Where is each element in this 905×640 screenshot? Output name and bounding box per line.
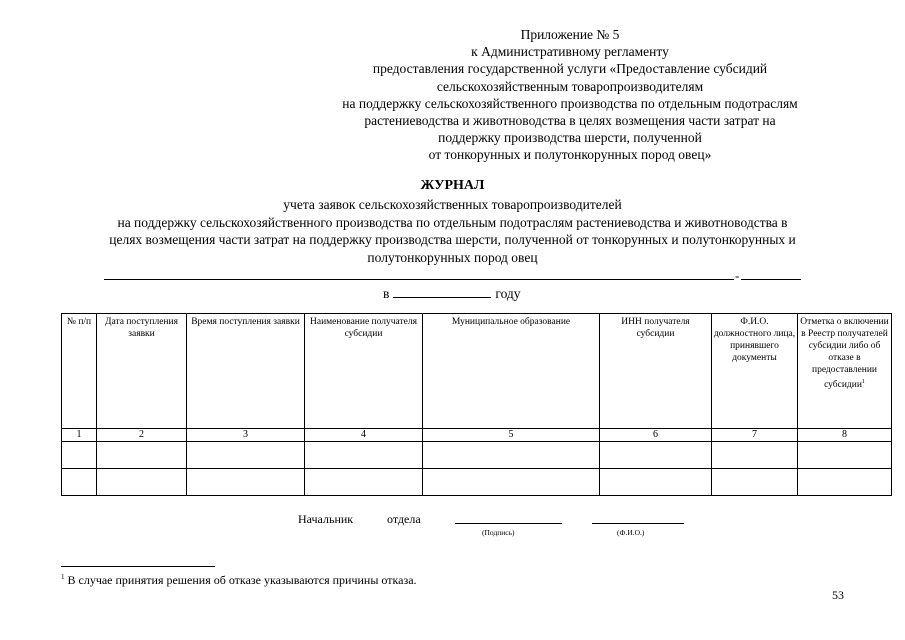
journal-subtitle-line: целях возмещения части затрат на поддержку производства шерсти, полученной от тонкорунных и полутонкорунных и: [109, 232, 796, 247]
year-suffix: году: [495, 286, 521, 301]
header-cell: Дата поступления заявки: [97, 314, 187, 429]
name-line: [592, 523, 684, 524]
header-cell: Отметка о включении в Реестр получателей субсидии либо об отказе в предоставлении субсидии$^1$: [798, 314, 892, 429]
journal-subtitle-line: полутонкорунных пород овец: [367, 249, 538, 265]
annex-line: предоставления государственной услуги «Предоставление субсидий: [372, 61, 768, 77]
number-cell: 7: [712, 429, 798, 442]
annex-line: растениеводства и животноводства в целях возмещения части затрат на: [364, 113, 776, 129]
header-cell: Ф.И.О. должностного лица, принявшего документы: [712, 314, 798, 429]
page-number: 53: [832, 588, 844, 602]
signature-label-chief: Начальник: [298, 512, 354, 526]
table-row: [62, 469, 892, 496]
journal-subtitle: [40, 196, 865, 266]
number-cell: 8: [798, 429, 892, 442]
annex-header: [300, 26, 840, 164]
journal-title: ЖУРНАЛ: [420, 178, 485, 193]
number-cell: 3: [187, 429, 305, 442]
caption-name: (Ф.И.О.): [617, 528, 645, 537]
annex-line: от тонкорунных и полутонкорунных пород овец»: [428, 147, 712, 163]
header-cell: Наименование получателя субсидии: [305, 314, 423, 429]
annex-line: к Административному регламенту: [471, 44, 669, 60]
number-cell: 5: [423, 429, 600, 442]
blank-line-short: [741, 279, 801, 280]
number-cell: 6: [600, 429, 712, 442]
footnote-text: В случае принятия решения об отказе указываются причины отказа.: [67, 573, 417, 587]
number-cell: 4: [305, 429, 423, 442]
caption-signature: (Подпись): [482, 528, 515, 537]
year-prefix: в: [383, 286, 390, 301]
header-cell: ИНН получателя субсидии: [600, 314, 712, 429]
header-cell: № п/п: [62, 314, 97, 429]
table-row: [62, 442, 892, 469]
journal-table: [61, 313, 892, 496]
annex-line: Приложение № 5: [520, 27, 620, 42]
annex-line: поддержку производства шерсти, полученной: [438, 130, 702, 146]
footnote-mark: 1: [61, 573, 65, 581]
signature-label-dept: отдела: [387, 512, 421, 526]
dash-separator: -: [735, 268, 740, 283]
journal-subtitle-line: на поддержку сельскохозяйственного производства по отдельным подотраслям растениеводства и животноводства в: [117, 214, 788, 230]
number-cell: 2: [97, 429, 187, 442]
header-cell: Муниципальное образование: [423, 314, 600, 429]
journal-subtitle-line: учета заявок сельскохозяйственных товаропроизводителей: [283, 197, 622, 212]
footnote-separator: [61, 566, 215, 567]
annex-line: сельскохозяйственным товаропроизводителям: [436, 78, 704, 94]
blank-line-organization: [104, 279, 734, 280]
table-number-row: [62, 429, 892, 442]
header-cell: Время поступления заявки: [187, 314, 305, 429]
number-cell: 1: [62, 429, 97, 442]
footnote-ref: 1: [861, 379, 865, 385]
table-header-row: [62, 314, 892, 429]
year-blank: [393, 285, 491, 298]
year-line: [383, 285, 521, 302]
annex-line: на поддержку сельскохозяйственного производства по отдельным подотраслям: [342, 95, 798, 111]
signature-line: [455, 523, 562, 524]
footnote: [61, 573, 417, 588]
